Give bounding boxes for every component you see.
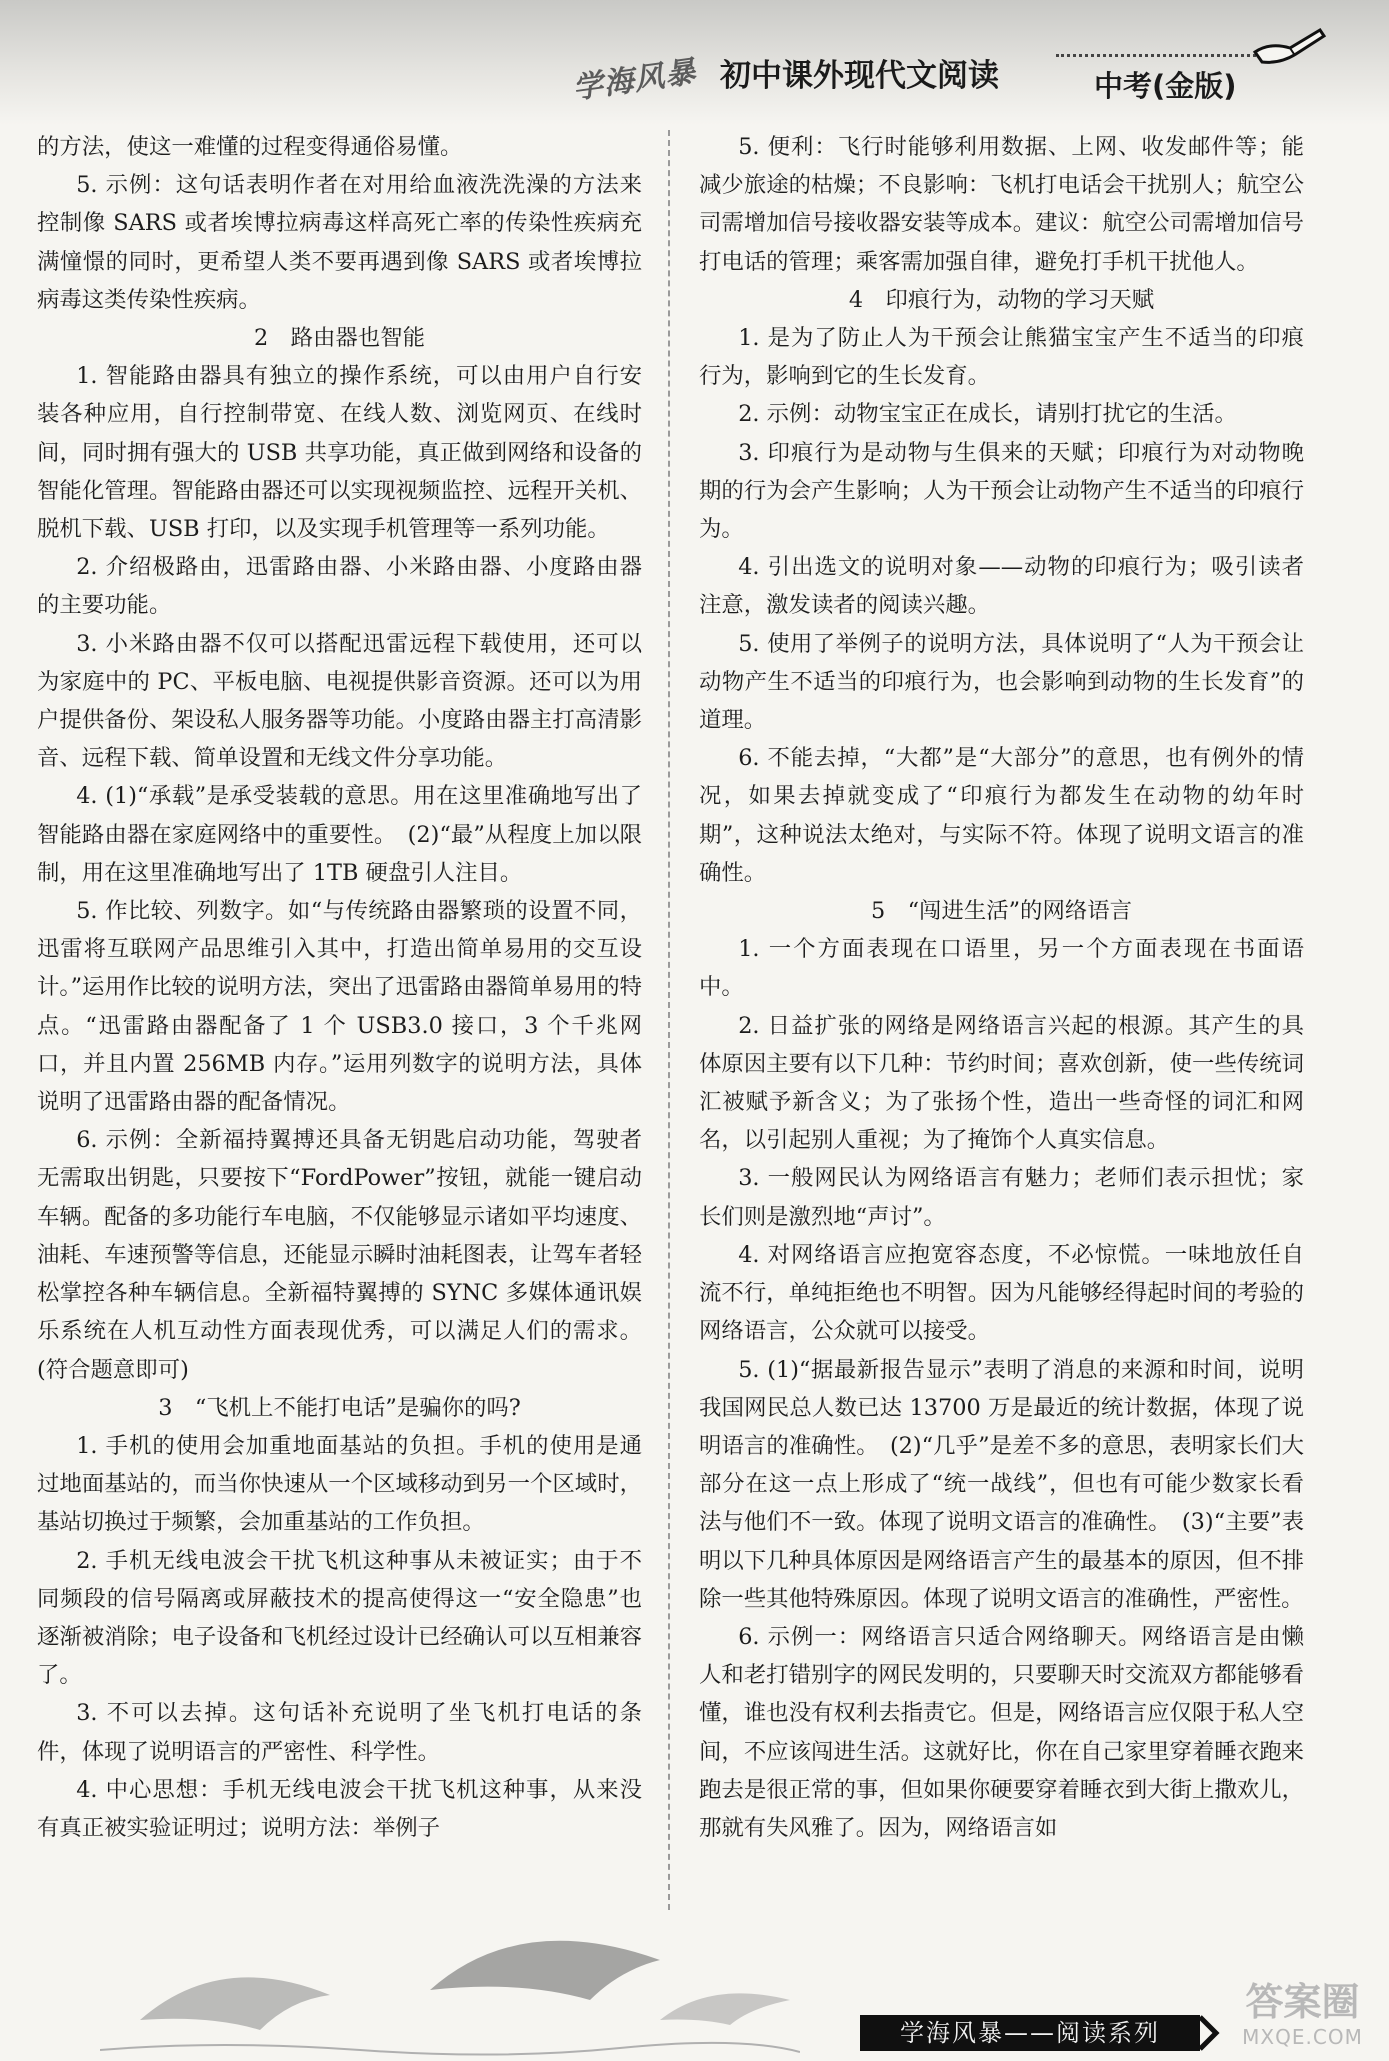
publisher-logo: 学海风暴 bbox=[570, 54, 699, 107]
answer-paragraph: 4. 引出选文的说明对象——动物的印痕行为；吸引读者注意，激发读者的阅读兴趣。 bbox=[699, 554, 1304, 619]
answer-paragraph: 5. 作比较、列数字。如“与传统路由器繁琐的设置不同，迅雷将互联网产品思维引入其中，打造出简单易用的交互设计。”运用作比较的说明方法，突出了迅雷路由器简单易用的特点。“迅雷路由器配备了 1 个 USB3.0 接口，3 个千兆网口，并且内置 256MB 内存。”运用列数字的说明方法，具体说明了迅雷路由器的配备情况。 bbox=[37, 898, 642, 1116]
answer-paragraph: 5. 便利：飞行时能够利用数据、上网、收发邮件等；能减少旅途的枯燥；不良影响：飞机打电话会干扰别人；航空公司需增加信号接收器安装等成本。建议：航空公司需增加信号打电话的管理；乘客需加强自律，避免打手机干扰他人。 bbox=[699, 134, 1304, 275]
answer-paragraph: 的方法，使这一难懂的过程变得通俗易懂。 bbox=[37, 134, 463, 160]
answer-paragraph: 2. 介绍极路由，迅雷路由器、小米路由器、小度路由器的主要功能。 bbox=[37, 554, 642, 619]
page-header bbox=[0, 0, 1389, 125]
answer-paragraph: 1. 智能路由器具有独立的操作系统，可以由用户自行安装各种应用，自行控制带宽、在线人数、浏览网页、在线时间，同时拥有强大的 USB 共享功能，真正做到网络和设备的智能化管理。智能路由器还可以实现视频监控、远程开关机、脱机下载、USB 打印，以及实现手机管理等一系列功能。 bbox=[37, 363, 642, 543]
answer-paragraph: 1. 手机的使用会加重地面基站的负担。手机的使用是通过地面基站的，而当你快速从一个区域移动到另一个区域时，基站切换过于频繁，会加重基站的工作负担。 bbox=[37, 1432, 642, 1536]
dolphin-decoration-icon bbox=[100, 1900, 800, 2061]
answer-paragraph: 3. 小米路由器不仅可以搭配迅雷远程下载使用，还可以为家庭中的 PC、平板电脑、电视提供影音资源。还可以为用户提供备份、架设私人服务器等功能。小度路由器主打高清影音、远程下载、简单设置和无线文件分享功能。 bbox=[37, 630, 642, 772]
answer-paragraph: 4. (1)“承载”是承受装载的意思。用在这里准确地写出了智能路由器在家庭网络中的重要性。 (2)“最”从程度上加以限制，用在这里准确地写出了 1TB 硬盘引人注目。 bbox=[37, 783, 642, 886]
watermark-url-text: MXQE.COM bbox=[1242, 2025, 1363, 2049]
column-divider bbox=[668, 130, 670, 1910]
answer-paragraph: 5. 示例：这句话表明作者在对用给血液洗洗澡的方法来控制像 SARS 或者埃博拉病毒这样高死亡率的传染性疾病充满憧憬的同时，更希望人类不要再遇到像 SARS 或者埃博拉病毒这类传染性疾病。 bbox=[37, 172, 642, 313]
answer-paragraph: 6. 示例一：网络语言只适合网络聊天。网络语言是由懒人和老打错别字的网民发明的，只要聊天时交流双方都能够看懂，谁也没有权利去指责它。但是，网络语言应仅限于私人空间，不应该闯进生活。这就好比，你在自己家里穿着睡衣跑来跑去是很正常的事，但如果你硬要穿着睡衣到大街上撒欢儿，那就有失风雅了。因为，网络语言如 bbox=[699, 1623, 1304, 1841]
header-dotted-line bbox=[1056, 54, 1256, 57]
answer-paragraph: 6. 示例：全新福持翼搏还具备无钥匙启动功能，驾驶者无需取出钥匙，只要按下“FordPower”按钮，就能一键启动车辆。配备的多功能行车电脑，不仅能够显示诸如平均速度、油耗、车速预警等信息，还能显示瞬时油耗图表，让驾车者轻松掌控各种车辆信息。全新福特翼搏的 SYNC 多媒体通讯娱乐系统在人机互动性方面表现优秀，可以满足人们的需求。(符合题意即可) bbox=[37, 1127, 642, 1383]
section-heading: 4 印痕行为，动物的学习天赋 bbox=[848, 286, 1155, 313]
answer-paragraph: 5. (1)“据最新报告显示”表明了消息的来源和时间，说明我国网民总人数已达 13700 万是最近的统计数据，体现了说明语言的准确性。 (2)“几乎”是差不多的意思，表明家长们大部分在这一点上形成了“统一战线”，但也有可能少数家长看法与他们不一致。体现了说明文语言的准确性。 (3)“主要”表明以下几种具体原因是网络语言产生的最基本的原因，但不排除一些其他特殊原因。体现了说明文语言的准确性，严密性。 bbox=[699, 1356, 1304, 1612]
answer-paragraph: 4. 中心思想：手机无线电波会干扰飞机这种事，从来没有真正被实验证明过；说明方法：举例子 bbox=[37, 1776, 642, 1841]
answer-paragraph: 3. 印痕行为是动物与生俱来的天赋；印痕行为对动物晚期的行为会产生影响；人为干预会让动物产生不适当的印痕行为。 bbox=[699, 439, 1304, 543]
answer-paragraph: 4. 对网络语言应抱宽容态度，不必惊慌。一味地放任自流不行，单纯拒绝也不明智。因为凡能够经得起时间的考验的网络语言，公众就可以接受。 bbox=[699, 1241, 1304, 1345]
answer-paragraph: 5. 使用了举例子的说明方法，具体说明了“人为干预会让动物产生不适当的印痕行为，也会影响到动物的生长发育”的道理。 bbox=[699, 630, 1304, 734]
answer-paragraph: 2. 示例：动物宝宝正在成长，请别打扰它的生活。 bbox=[738, 401, 1237, 428]
answer-paragraph: 6. 不能去掉，“大都”是“大部分”的意思，也有例外的情况，如果去掉就变成了“印痕行为都发生在动物的幼年时期”，这种说法太绝对，与实际不符。体现了说明文语言的准确性。 bbox=[699, 745, 1304, 886]
pen-hand-icon bbox=[1250, 22, 1330, 72]
site-watermark bbox=[1220, 1978, 1385, 2058]
answer-paragraph: 2. 日益扩张的网络是网络语言兴起的根源。其产生的具体原因主要有以下几种：节约时间；喜欢创新，使一些传统词汇被赋予新含义；为了张扬个性，造出一些奇怪的词汇和网名，以引起别人重视；为了掩饰个人真实信息。 bbox=[699, 1012, 1304, 1154]
left-answer-column bbox=[37, 128, 642, 1847]
section-heading: 5 “闯进生活”的网络语言 bbox=[870, 898, 1133, 925]
footer-series-label: 学海风暴——阅读系列 bbox=[860, 2015, 1200, 2051]
answer-paragraph: 3. 不可以去掉。这句话补充说明了坐飞机打电话的条件，体现了说明语言的严密性、科学性。 bbox=[37, 1700, 642, 1765]
answer-paragraph: 1. 一个方面表现在口语里，另一个方面表现在书面语中。 bbox=[699, 936, 1304, 1001]
answer-paragraph: 3. 一般网民认为网络语言有魅力；老师们表示担忧；家长们则是激烈地“声讨”。 bbox=[699, 1165, 1304, 1230]
section-heading: 2 路由器也智能 bbox=[254, 325, 425, 352]
book-series-title: 初中课外现代文阅读 bbox=[720, 58, 999, 94]
section-heading: 3 “飞机上不能打电话”是骗你的吗? bbox=[158, 1394, 521, 1421]
edition-label: 中考(金版) bbox=[1094, 69, 1237, 103]
answer-paragraph: 1. 是为了防止人为干预会让熊猫宝宝产生不适当的印痕行为，影响到它的生长发育。 bbox=[699, 325, 1304, 390]
answer-paragraph: 2. 手机无线电波会干扰飞机这种事从未被证实；由于不同频段的信号隔离或屏蔽技术的提高使得这一“安全隐患”也逐渐被消除；电子设备和飞机经过设计已经确认可以互相兼容了。 bbox=[37, 1547, 642, 1689]
watermark-main-text: 答案圈 bbox=[1245, 1980, 1360, 2024]
right-answer-column bbox=[699, 128, 1304, 1847]
